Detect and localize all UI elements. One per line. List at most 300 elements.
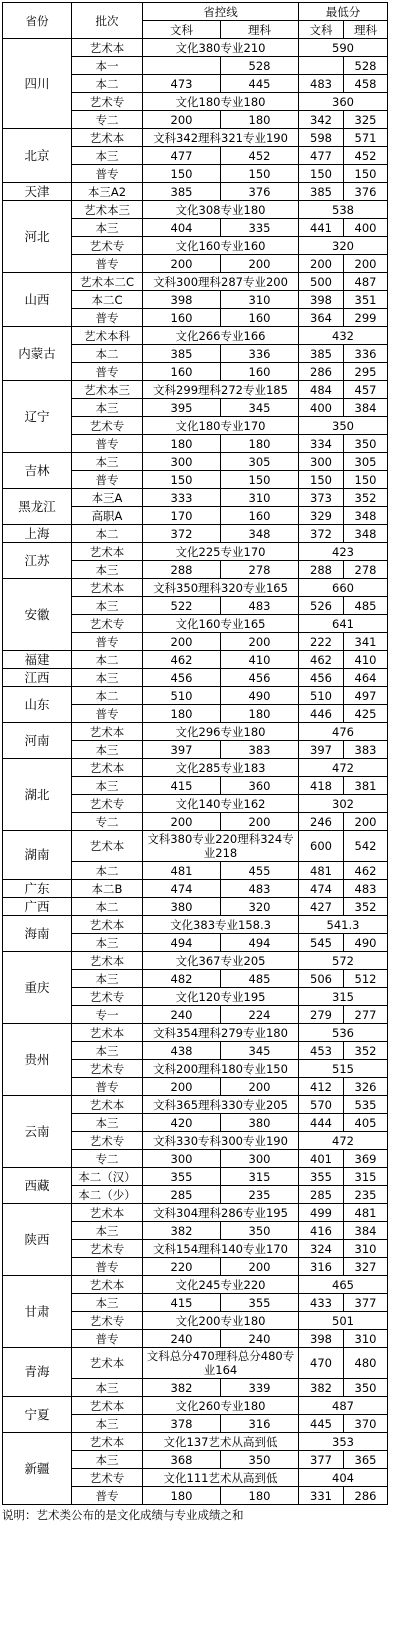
min-science-cell: 384 xyxy=(344,1222,388,1240)
score-table xyxy=(2,2,388,1505)
min-combined-cell: 660 xyxy=(299,579,388,597)
table-row xyxy=(3,723,388,741)
province-cell: 宁夏 xyxy=(3,1397,72,1433)
province-cell: 广西 xyxy=(3,898,72,916)
batch-cell: 普专 xyxy=(72,705,143,723)
batch-cell: 艺术专 xyxy=(72,237,143,255)
province-cell: 云南 xyxy=(3,1096,72,1168)
min-science-cell: 326 xyxy=(344,1078,388,1096)
min-science-cell: 462 xyxy=(344,862,388,880)
province-cell: 吉林 xyxy=(3,453,72,489)
table-row xyxy=(3,453,388,471)
batch-cell: 艺术本 xyxy=(72,1397,143,1415)
province-cell: 甘肃 xyxy=(3,1276,72,1348)
control-combined-cell: 文化245专业220 xyxy=(143,1276,299,1294)
batch-cell: 本三 xyxy=(72,1415,143,1433)
table-row xyxy=(3,381,388,399)
table-row xyxy=(3,1024,388,1042)
control-combined-cell: 文化225专业170 xyxy=(143,543,299,561)
min-combined-cell: 350 xyxy=(299,417,388,435)
control-science-cell: 410 xyxy=(221,651,299,669)
min-science-cell: 405 xyxy=(344,1114,388,1132)
table-row xyxy=(3,1433,388,1451)
min-arts-cell: 444 xyxy=(299,1114,344,1132)
min-arts-cell: 477 xyxy=(299,147,344,165)
control-science-cell: 335 xyxy=(221,219,299,237)
province-cell: 湖南 xyxy=(3,831,72,880)
min-combined-cell: 360 xyxy=(299,93,388,111)
batch-cell: 艺术本 xyxy=(72,579,143,597)
batch-cell: 艺术本 xyxy=(72,39,143,57)
control-arts-cell: 288 xyxy=(143,561,221,579)
table-row xyxy=(3,1348,388,1379)
province-cell: 贵州 xyxy=(3,1024,72,1096)
control-combined-cell: 文化180专业170 xyxy=(143,417,299,435)
control-arts-cell: 200 xyxy=(143,1078,221,1096)
min-arts-cell: 598 xyxy=(299,129,344,147)
batch-cell: 本三 xyxy=(72,741,143,759)
control-arts-cell: 462 xyxy=(143,651,221,669)
min-combined-cell: 501 xyxy=(299,1312,388,1330)
control-combined-cell: 文科365理科330专业205 xyxy=(143,1096,299,1114)
min-science-cell: 365 xyxy=(344,1451,388,1469)
batch-cell: 高职A xyxy=(72,507,143,525)
control-arts-cell: 150 xyxy=(143,165,221,183)
table-row xyxy=(3,201,388,219)
min-science-cell: 150 xyxy=(344,165,388,183)
province-cell: 内蒙古 xyxy=(3,327,72,381)
batch-cell: 专二 xyxy=(72,813,143,831)
batch-cell: 艺术本三 xyxy=(72,201,143,219)
table-row xyxy=(3,651,388,669)
control-science-cell: 348 xyxy=(221,525,299,543)
control-arts-cell: 473 xyxy=(143,75,221,93)
min-combined-cell: 353 xyxy=(299,1433,388,1451)
min-arts-cell: 285 xyxy=(299,1186,344,1204)
control-combined-cell: 文科330专科300专业190 xyxy=(143,1132,299,1150)
min-arts-cell: 300 xyxy=(299,453,344,471)
min-arts-cell: 418 xyxy=(299,777,344,795)
min-arts-cell: 441 xyxy=(299,219,344,237)
min-arts-cell: 279 xyxy=(299,1006,344,1024)
min-science-cell: 571 xyxy=(344,129,388,147)
control-combined-cell: 文化160专业165 xyxy=(143,615,299,633)
min-arts-cell: 470 xyxy=(299,1348,344,1379)
table-row xyxy=(3,1168,388,1186)
control-combined-cell: 文化120专业195 xyxy=(143,988,299,1006)
batch-cell: 本三 xyxy=(72,1114,143,1132)
table-body xyxy=(3,39,388,1505)
min-science-cell: 150 xyxy=(344,471,388,489)
control-arts-cell: 474 xyxy=(143,880,221,898)
min-science-cell: 481 xyxy=(344,1204,388,1222)
min-science-cell: 400 xyxy=(344,219,388,237)
table-row xyxy=(3,1204,388,1222)
table-row xyxy=(3,39,388,57)
min-science-cell: 535 xyxy=(344,1096,388,1114)
min-science-cell: 381 xyxy=(344,777,388,795)
min-science-cell: 310 xyxy=(344,1330,388,1348)
control-arts-cell: 415 xyxy=(143,1294,221,1312)
min-arts-cell: 401 xyxy=(299,1150,344,1168)
control-science-cell: 278 xyxy=(221,561,299,579)
control-science-cell: 355 xyxy=(221,1294,299,1312)
header-control-line: 省控线 xyxy=(143,3,299,21)
control-science-cell: 310 xyxy=(221,291,299,309)
min-arts-cell: 445 xyxy=(299,1415,344,1433)
min-combined-cell: 476 xyxy=(299,723,388,741)
province-cell: 江苏 xyxy=(3,543,72,579)
min-arts-cell: 600 xyxy=(299,831,344,862)
min-arts-cell: 385 xyxy=(299,183,344,201)
province-cell: 四川 xyxy=(3,39,72,129)
table-row xyxy=(3,183,388,201)
min-arts-cell xyxy=(299,57,344,75)
min-science-cell: 350 xyxy=(344,435,388,453)
batch-cell: 普专 xyxy=(72,633,143,651)
min-science-cell: 278 xyxy=(344,561,388,579)
province-cell: 海南 xyxy=(3,916,72,952)
control-arts-cell: 398 xyxy=(143,291,221,309)
batch-cell: 本二（汉） xyxy=(72,1168,143,1186)
control-arts-cell: 415 xyxy=(143,777,221,795)
min-arts-cell: 416 xyxy=(299,1222,344,1240)
table-row xyxy=(3,687,388,705)
min-combined-cell: 315 xyxy=(299,988,388,1006)
min-science-cell: 350 xyxy=(344,1379,388,1397)
control-arts-cell: 397 xyxy=(143,741,221,759)
min-science-cell: 327 xyxy=(344,1258,388,1276)
min-arts-cell: 398 xyxy=(299,291,344,309)
batch-cell: 艺术本 xyxy=(72,543,143,561)
control-combined-cell: 文科354理科279专业180 xyxy=(143,1024,299,1042)
batch-cell: 艺术本 xyxy=(72,831,143,862)
control-arts-cell: 300 xyxy=(143,453,221,471)
batch-cell: 本三 xyxy=(72,453,143,471)
control-science-cell: 180 xyxy=(221,111,299,129)
control-science-cell: 305 xyxy=(221,453,299,471)
min-arts-cell: 545 xyxy=(299,934,344,952)
min-science-cell: 487 xyxy=(344,273,388,291)
min-science-cell: 497 xyxy=(344,687,388,705)
min-science-cell: 305 xyxy=(344,453,388,471)
batch-cell: 专一 xyxy=(72,1006,143,1024)
min-science-cell: 369 xyxy=(344,1150,388,1168)
batch-cell: 本一 xyxy=(72,57,143,75)
control-arts-cell: 378 xyxy=(143,1415,221,1433)
province-cell: 黑龙江 xyxy=(3,489,72,525)
control-science-cell: 224 xyxy=(221,1006,299,1024)
control-arts-cell: 200 xyxy=(143,111,221,129)
table-row xyxy=(3,880,388,898)
control-science-cell: 160 xyxy=(221,507,299,525)
min-arts-cell: 483 xyxy=(299,75,344,93)
control-science-cell: 483 xyxy=(221,597,299,615)
control-science-cell: 383 xyxy=(221,741,299,759)
batch-cell: 艺术本 xyxy=(72,1096,143,1114)
batch-cell: 艺术专 xyxy=(72,1312,143,1330)
control-science-cell: 380 xyxy=(221,1114,299,1132)
control-arts-cell: 355 xyxy=(143,1168,221,1186)
control-arts-cell: 385 xyxy=(143,345,221,363)
table-row xyxy=(3,916,388,934)
control-arts-cell xyxy=(143,57,221,75)
control-combined-cell: 文化137艺术从高到低 xyxy=(143,1433,299,1451)
control-science-cell: 345 xyxy=(221,399,299,417)
min-arts-cell: 385 xyxy=(299,345,344,363)
batch-cell: 普专 xyxy=(72,309,143,327)
min-arts-cell: 510 xyxy=(299,687,344,705)
min-science-cell: 425 xyxy=(344,705,388,723)
province-cell: 天津 xyxy=(3,183,72,201)
min-combined-cell: 572 xyxy=(299,952,388,970)
batch-cell: 本三 xyxy=(72,934,143,952)
table-row xyxy=(3,129,388,147)
min-arts-cell: 506 xyxy=(299,970,344,988)
batch-cell: 专二 xyxy=(72,1150,143,1168)
control-science-cell: 315 xyxy=(221,1168,299,1186)
control-arts-cell: 382 xyxy=(143,1379,221,1397)
control-science-cell: 310 xyxy=(221,489,299,507)
batch-cell: 本三 xyxy=(72,219,143,237)
min-arts-cell: 377 xyxy=(299,1451,344,1469)
control-science-cell: 483 xyxy=(221,880,299,898)
control-science-cell: 455 xyxy=(221,862,299,880)
control-arts-cell: 220 xyxy=(143,1258,221,1276)
min-arts-cell: 316 xyxy=(299,1258,344,1276)
min-arts-cell: 382 xyxy=(299,1379,344,1397)
min-science-cell: 464 xyxy=(344,669,388,687)
control-science-cell: 350 xyxy=(221,1222,299,1240)
batch-cell: 本三 xyxy=(72,399,143,417)
control-science-cell: 200 xyxy=(221,255,299,273)
batch-cell: 本三 xyxy=(72,597,143,615)
batch-cell: 艺术专 xyxy=(72,795,143,813)
min-science-cell: 452 xyxy=(344,147,388,165)
control-combined-cell: 文化140专业162 xyxy=(143,795,299,813)
batch-cell: 本三 xyxy=(72,970,143,988)
min-science-cell: 336 xyxy=(344,345,388,363)
batch-cell: 普专 xyxy=(72,435,143,453)
min-arts-cell: 570 xyxy=(299,1096,344,1114)
control-arts-cell: 160 xyxy=(143,363,221,381)
batch-cell: 本二C xyxy=(72,291,143,309)
min-arts-cell: 397 xyxy=(299,741,344,759)
min-arts-cell: 526 xyxy=(299,597,344,615)
min-science-cell: 299 xyxy=(344,309,388,327)
min-science-cell: 483 xyxy=(344,880,388,898)
batch-cell: 专二 xyxy=(72,111,143,129)
control-combined-cell: 文科350理科320专业165 xyxy=(143,579,299,597)
min-science-cell: 200 xyxy=(344,813,388,831)
control-combined-cell: 文科380专业220理科324专业218 xyxy=(143,831,299,862)
control-science-cell: 180 xyxy=(221,705,299,723)
table-row xyxy=(3,831,388,862)
header-min-arts: 文科 xyxy=(299,21,344,39)
control-arts-cell: 160 xyxy=(143,309,221,327)
control-arts-cell: 404 xyxy=(143,219,221,237)
control-science-cell: 350 xyxy=(221,1451,299,1469)
batch-cell: 本二 xyxy=(72,75,143,93)
header-control-arts: 文科 xyxy=(143,21,221,39)
header-control-science: 理科 xyxy=(221,21,299,39)
control-combined-cell: 文科300理科287专业200 xyxy=(143,273,299,291)
header-batch: 批次 xyxy=(72,3,143,39)
min-science-cell: 480 xyxy=(344,1348,388,1379)
province-cell: 辽宁 xyxy=(3,381,72,453)
control-science-cell: 200 xyxy=(221,1258,299,1276)
control-arts-cell: 385 xyxy=(143,183,221,201)
min-combined-cell: 541.3 xyxy=(299,916,388,934)
header-min-science: 理科 xyxy=(344,21,388,39)
min-science-cell: 528 xyxy=(344,57,388,75)
control-science-cell: 494 xyxy=(221,934,299,952)
control-arts-cell: 333 xyxy=(143,489,221,507)
batch-cell: 本三 xyxy=(72,1379,143,1397)
batch-cell: 普专 xyxy=(72,165,143,183)
min-arts-cell: 481 xyxy=(299,862,344,880)
batch-cell: 本三 xyxy=(72,1451,143,1469)
min-science-cell: 310 xyxy=(344,1240,388,1258)
batch-cell: 本三A xyxy=(72,489,143,507)
province-cell: 河南 xyxy=(3,723,72,759)
control-science-cell: 235 xyxy=(221,1186,299,1204)
min-arts-cell: 324 xyxy=(299,1240,344,1258)
min-arts-cell: 150 xyxy=(299,165,344,183)
control-combined-cell: 文化111艺术从高到低 xyxy=(143,1469,299,1487)
min-science-cell: 295 xyxy=(344,363,388,381)
batch-cell: 本二（少） xyxy=(72,1186,143,1204)
min-science-cell: 377 xyxy=(344,1294,388,1312)
batch-cell: 艺术本 xyxy=(72,916,143,934)
control-science-cell: 485 xyxy=(221,970,299,988)
control-arts-cell: 372 xyxy=(143,525,221,543)
control-science-cell: 360 xyxy=(221,777,299,795)
batch-cell: 本二 xyxy=(72,862,143,880)
control-combined-cell: 文科342理科321专业190 xyxy=(143,129,299,147)
batch-cell: 艺术本 xyxy=(72,952,143,970)
control-combined-cell: 文化200专业180 xyxy=(143,1312,299,1330)
control-science-cell: 150 xyxy=(221,165,299,183)
province-cell: 山西 xyxy=(3,273,72,327)
control-science-cell: 160 xyxy=(221,363,299,381)
table-row xyxy=(3,898,388,916)
control-arts-cell: 200 xyxy=(143,255,221,273)
control-arts-cell: 240 xyxy=(143,1006,221,1024)
batch-cell: 本三 xyxy=(72,777,143,795)
min-science-cell: 383 xyxy=(344,741,388,759)
min-science-cell: 384 xyxy=(344,399,388,417)
control-arts-cell: 420 xyxy=(143,1114,221,1132)
batch-cell: 艺术专 xyxy=(72,1240,143,1258)
header-province: 省份 xyxy=(3,3,72,39)
min-science-cell: 341 xyxy=(344,633,388,651)
batch-cell: 艺术本 xyxy=(72,129,143,147)
min-science-cell: 348 xyxy=(344,525,388,543)
min-arts-cell: 462 xyxy=(299,651,344,669)
control-arts-cell: 494 xyxy=(143,934,221,952)
min-arts-cell: 355 xyxy=(299,1168,344,1186)
table-row xyxy=(3,327,388,345)
control-arts-cell: 285 xyxy=(143,1186,221,1204)
min-arts-cell: 334 xyxy=(299,435,344,453)
batch-cell: 艺术本 xyxy=(72,1024,143,1042)
min-combined-cell: 320 xyxy=(299,237,388,255)
batch-cell: 本三 xyxy=(72,1042,143,1060)
control-arts-cell: 368 xyxy=(143,1451,221,1469)
control-combined-cell: 文化380专业210 xyxy=(143,39,299,57)
batch-cell: 艺术本 xyxy=(72,1204,143,1222)
batch-cell: 艺术本二C xyxy=(72,273,143,291)
batch-cell: 艺术本 xyxy=(72,1433,143,1451)
control-arts-cell: 438 xyxy=(143,1042,221,1060)
min-arts-cell: 342 xyxy=(299,111,344,129)
control-science-cell: 320 xyxy=(221,898,299,916)
control-science-cell: 200 xyxy=(221,633,299,651)
min-science-cell: 200 xyxy=(344,255,388,273)
min-science-cell: 286 xyxy=(344,1487,388,1505)
control-combined-cell: 文化308专业180 xyxy=(143,201,299,219)
control-combined-cell: 文科299理科272专业185 xyxy=(143,381,299,399)
province-cell: 山东 xyxy=(3,687,72,723)
control-arts-cell: 481 xyxy=(143,862,221,880)
control-combined-cell: 文化266专业166 xyxy=(143,327,299,345)
min-arts-cell: 329 xyxy=(299,507,344,525)
province-cell: 陕西 xyxy=(3,1204,72,1276)
min-arts-cell: 499 xyxy=(299,1204,344,1222)
batch-cell: 本三 xyxy=(72,561,143,579)
control-science-cell: 452 xyxy=(221,147,299,165)
min-science-cell: 325 xyxy=(344,111,388,129)
min-science-cell: 315 xyxy=(344,1168,388,1186)
batch-cell: 艺术本 xyxy=(72,759,143,777)
control-science-cell: 300 xyxy=(221,1150,299,1168)
min-science-cell: 235 xyxy=(344,1186,388,1204)
batch-cell: 本二B xyxy=(72,880,143,898)
min-combined-cell: 423 xyxy=(299,543,388,561)
control-arts-cell: 510 xyxy=(143,687,221,705)
min-combined-cell: 432 xyxy=(299,327,388,345)
province-cell: 新疆 xyxy=(3,1433,72,1505)
control-science-cell: 336 xyxy=(221,345,299,363)
min-science-cell: 352 xyxy=(344,489,388,507)
control-science-cell: 160 xyxy=(221,309,299,327)
control-combined-cell: 文化383专业158.3 xyxy=(143,916,299,934)
table-row xyxy=(3,1397,388,1415)
control-science-cell: 339 xyxy=(221,1379,299,1397)
min-combined-cell: 465 xyxy=(299,1276,388,1294)
control-arts-cell: 380 xyxy=(143,898,221,916)
min-science-cell: 352 xyxy=(344,1042,388,1060)
min-science-cell: 348 xyxy=(344,507,388,525)
control-science-cell: 200 xyxy=(221,813,299,831)
control-arts-cell: 180 xyxy=(143,435,221,453)
min-arts-cell: 427 xyxy=(299,898,344,916)
batch-cell: 艺术专 xyxy=(72,1060,143,1078)
min-arts-cell: 286 xyxy=(299,363,344,381)
control-arts-cell: 240 xyxy=(143,1330,221,1348)
min-combined-cell: 641 xyxy=(299,615,388,633)
table-row xyxy=(3,525,388,543)
control-arts-cell: 456 xyxy=(143,669,221,687)
control-combined-cell: 文科200理科180专业150 xyxy=(143,1060,299,1078)
min-science-cell: 542 xyxy=(344,831,388,862)
min-arts-cell: 433 xyxy=(299,1294,344,1312)
batch-cell: 本三 xyxy=(72,1294,143,1312)
batch-cell: 本二 xyxy=(72,345,143,363)
batch-cell: 普专 xyxy=(72,471,143,489)
province-cell: 湖北 xyxy=(3,759,72,831)
